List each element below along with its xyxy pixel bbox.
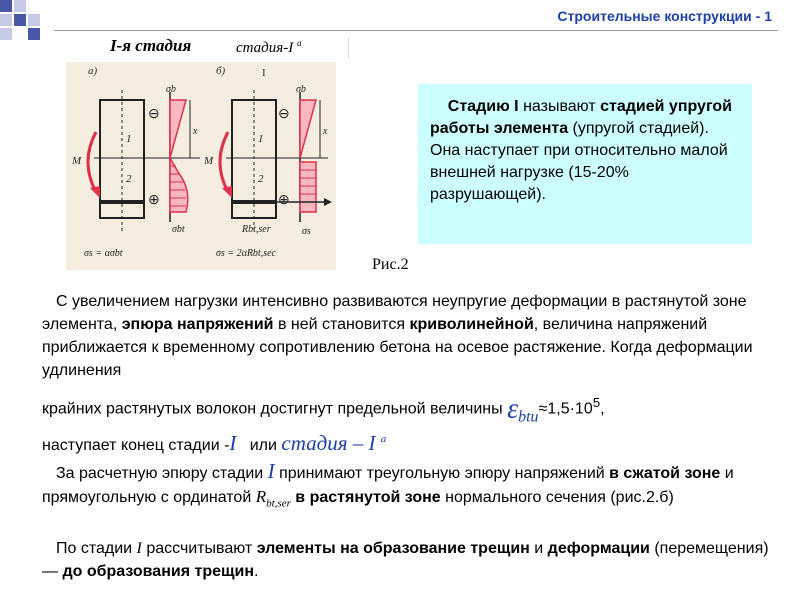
end-roman: I [229,431,237,455]
p3-roman: I [136,540,142,557]
p3-text-1: По стадии [56,540,137,557]
x-label-b: x [323,126,328,137]
stage-end-line [42,424,386,461]
p2-text-1: За расчетную эпюру стадии [56,465,268,482]
p1-text-2: в ней становится [273,316,410,333]
sigma-b-a: σb [166,84,176,95]
infobox-bold: стадией упругой работы элемента [430,98,732,137]
roman-one: I [262,67,266,79]
num-two-a: 2 [126,173,132,185]
infobox-text-1: называют [518,98,601,115]
eps-text: крайних растянутых волокон достигнут предельной величины [42,400,508,418]
minus-sign-b: ⊖ [278,105,290,121]
exponent: 5 [592,395,601,410]
end-stage-sup: а [380,433,387,445]
p1-text-3: , величина напряжений приближается к временному сопротивлению бетона на осевое растяжение. Когда деформации удлинения [42,316,753,379]
decor-square [0,0,12,12]
minus-sign-a: ⊖ [148,105,160,121]
paragraph-cracks [42,537,772,583]
x-label-a: x [193,126,198,137]
sigma-bt-label: σbt [172,224,185,235]
stress-diagram-figure [66,62,336,270]
decor-square [28,28,40,40]
p1-bold-1: эпюра напряжений [121,316,274,333]
num-one-a: 1 [126,133,132,145]
definition-box [418,84,752,244]
plus-sign-b: ⊕ [278,191,290,207]
rbt-letter: R [255,487,267,506]
decor-square [28,14,40,26]
stage-1a-text: стадия-I [236,40,294,56]
p3-bold-1: элементы на образование трещин [256,540,530,557]
decor-square [14,14,26,26]
stage-1-label: I-я стадия [110,36,192,55]
p2-roman: I [267,459,275,483]
moment-label-b: M [204,155,214,167]
p3-text-3: и [529,540,548,557]
eps-tail: , [600,400,605,418]
p2-bold-1: в сжатой зоне [609,465,721,482]
figure-caption: Рис.2 [372,256,409,273]
p3-bold-3: до образования трещин [62,563,254,580]
decor-square [0,14,12,26]
p3-text-4: (перемещения) — [42,540,769,580]
p3-bold-2: деформации [547,540,650,557]
approx-value: ≈1,5·10 [538,400,593,418]
sigma-s-label: σs [302,226,311,237]
paragraph-stage-growth [42,290,772,382]
slide-title: Строительные конструкции - 1 [557,8,772,24]
p1-text-1: С увеличением нагрузки интенсивно развиваются неупругие деформации в растянутой зоне элемента, [42,293,747,333]
plus-sign-a: ⊕ [148,191,160,207]
moment-label-a: M [72,155,82,167]
formula-b: σs = 2αRbt,sec [216,248,276,259]
end-text-1: наступает конец стадии - [42,437,230,454]
sigma-b-b: σb [296,84,306,95]
decor-square [14,0,26,12]
infobox-lead: Стадию I [447,98,519,115]
end-text-2: или [236,437,282,454]
epsilon-subscript: btu [518,408,539,426]
decor-square [0,28,12,40]
p3-text-5: . [254,563,259,580]
p2-bold-2: в растянутой зоне [290,489,441,506]
infobox-text-2: (упругой стадией). Она наступает при относительно малой внешней нагрузке (15-20% разрушающей). [430,120,728,203]
p2-text-2: принимают треугольную эпюру напряжений [274,465,610,482]
num-two-b: 2 [258,173,264,185]
paragraph-design-diagram [42,460,772,515]
p2-text-4: нормального сечения (рис.2.б) [440,489,674,506]
p2-text-3: и прямоугольную с ординатой [42,465,734,506]
epsilon-symbol: ε [507,393,519,425]
label-b: б) [216,65,226,77]
p3-text-2: рассчитывают [141,540,257,557]
formula-a: σs = ασbt [84,248,123,259]
num-one-b: 1 [258,133,264,145]
header-divider [54,30,778,31]
stage-1a-sup: а [296,38,302,48]
p1-bold-2: криволинейной [409,316,534,333]
rbt-subscript: bt,ser [266,497,291,510]
rbt-ser-label: Rbt,ser [242,224,271,235]
label-a: а) [88,65,98,77]
stage-1a-label [236,38,349,58]
end-stage-text: стадия – I [281,431,376,455]
end-stage-label [281,431,386,455]
rbt-symbol [255,487,291,510]
